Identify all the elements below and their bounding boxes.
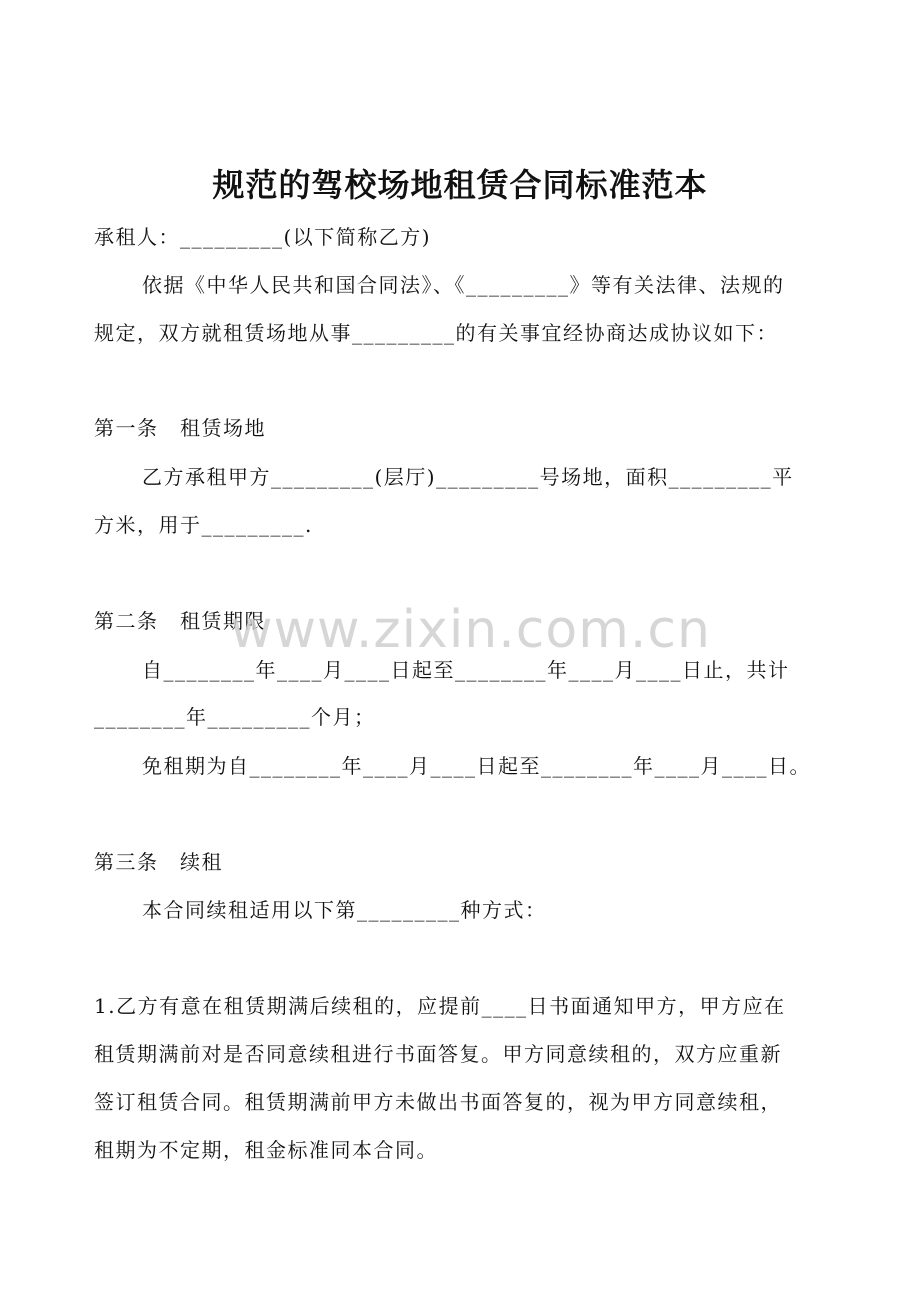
basis-paragraph-line-2: 规定，双方就租赁场地从事_________的有关事宜经协商达成协议如下： — [94, 321, 778, 345]
article-3-line-1: 本合同续租适用以下第_________种方式： — [142, 898, 547, 922]
watermark: www.zixin.com.cn — [230, 600, 711, 660]
basis-paragraph-line-1: 依据《中华人民共和国合同法》、《_________》等有关法律、法规的 — [142, 273, 785, 297]
article-1-line-2: 方米，用于_________. — [94, 513, 313, 537]
clause-1-line-4: 租期为不定期，租金标准同本合同。 — [94, 1138, 438, 1162]
clause-1-line-1: 1.乙方有意在租赁期满后续租的，应提前____日书面通知甲方，甲方应在 — [94, 994, 786, 1018]
article-3-heading: 第三条 续租 — [94, 850, 223, 874]
article-2-heading: 第二条 租赁期限 — [94, 609, 266, 633]
article-2-line-3: 免租期为自________年____月____日起至________年____月____日。 — [142, 754, 811, 778]
lessee-line: 承租人：_________(以下简称乙方) — [94, 225, 432, 249]
article-1-heading: 第一条 租赁场地 — [94, 416, 266, 440]
article-2-line-1: 自________年____月____日起至________年____月____日止，共计 — [142, 658, 790, 682]
clause-1-line-2: 租赁期满前对是否同意续租进行书面答复。甲方同意续租的，双方应重新 — [94, 1042, 782, 1066]
clause-1-line-3: 签订租赁合同。租赁期满前甲方未做出书面答复的，视为甲方同意续租， — [94, 1090, 782, 1114]
document-title: 规范的驾校场地租赁合同标准范本 — [212, 166, 708, 204]
article-1-line-1: 乙方承租甲方_________(层厅)_________号场地，面积_________平 — [142, 465, 794, 489]
article-2-line-2: ________年_________个月； — [94, 705, 376, 729]
